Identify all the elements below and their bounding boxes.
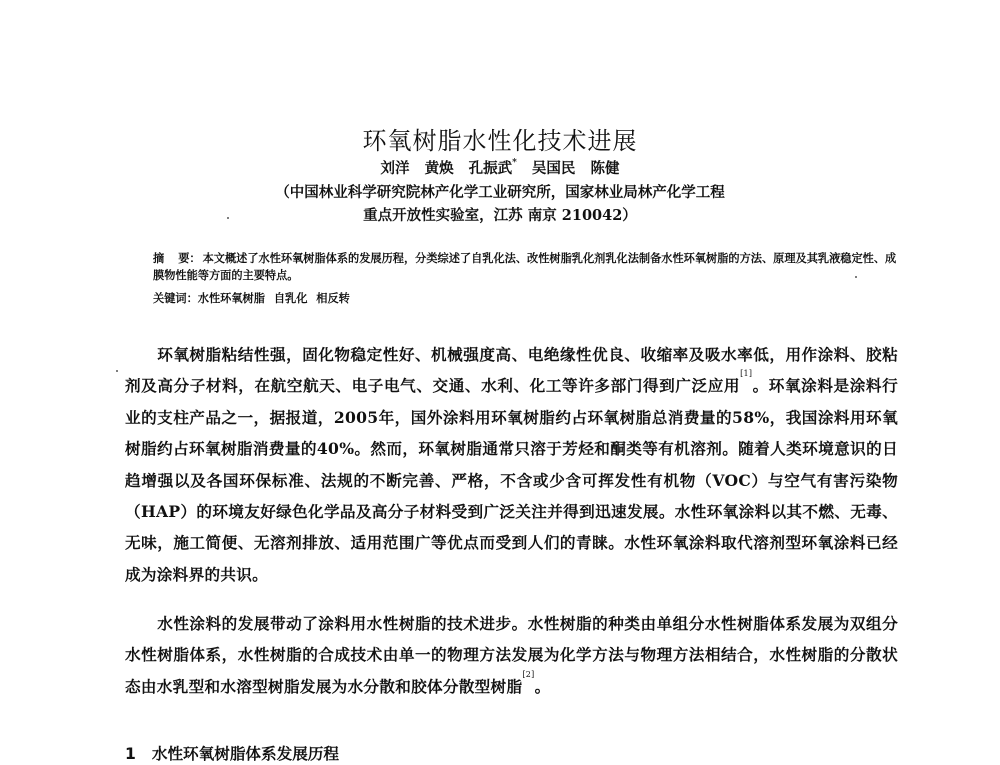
affiliation-line-1: （中国林业科学研究院林产化学工业研究所，国家林业局林产化学工程: [275, 184, 725, 201]
scan-speck: [855, 276, 857, 278]
paper-title: 环氧树脂水性化技术进展: [362, 127, 638, 155]
author-name: 黄焕: [424, 160, 454, 177]
scan-speck: [227, 217, 229, 219]
section-title: 水性环氧树脂体系发展历程: [151, 745, 339, 763]
abstract-label: 摘 要：: [153, 252, 201, 265]
keywords-label: 关键词：: [153, 292, 198, 305]
abstract-text: 本文概述了水性环氧树脂体系的发展历程，分类综述了自乳化法、改性树脂乳化剂乳化法制备水性环氧树脂的方法、原理及其乳液稳定性、成膜物性能等方面的主要特点。: [153, 252, 897, 282]
keyword: 自乳化: [273, 292, 308, 305]
abstract: [153, 250, 898, 284]
author-name: 吴国民: [531, 160, 576, 177]
affiliation-line-2: 重点开放性实验室，江苏 南京 210042）: [363, 207, 637, 224]
section-heading: [125, 743, 339, 765]
body-paragraph-2: 水性涂料的发展带动了涂料用水性树脂的技术进步。水性树脂的种类由单组分水性树脂体系发展为双组分水性树脂体系，水性树脂的合成技术由单一的物理方法发展为化学方法与物理方法相结合，水性树脂的分散状态由水乳型和水溶型树脂发展为水分散和胶体分散型树脂[2]。: [125, 614, 898, 696]
citation-ref: [2]: [522, 669, 535, 679]
corresponding-author-marker: *: [512, 158, 517, 168]
author-name: 孔振武*: [468, 158, 517, 177]
body-paragraph-1: 环氧树脂粘结性强，固化物稳定性好、机械强度高、电绝缘性优良、收缩率及吸水率低，用作涂料、胶粘剂及高分子材料，在航空航天、电子电气、交通、水利、化工等许多部门得到广泛应用[1]。环氧涂料是涂料行业的支柱产品之一，据报道，2005年，国外涂料用环氧树脂约占环氧树脂总消费量的58%，我国涂料用环氧树脂约占环氧树脂消费量的40%。然而，环氧树脂通常只溶于芳烃和酮类等有机溶剂。随着人类环境意识的日趋增强以及各国环保标准、法规的不断完善、严格，不含或少含可挥发性有机物（VOC）与空气有害污染物（HAP）的环境友好绿色化学品及高分子材料受到广泛关注并得到迅速发展。水性环氧涂料以其不燃、无毒、无味，施工简便、无溶剂排放、适用范围广等优点而受到人们的青睐。水性环氧涂料取代溶剂型环氧涂料已经成为涂料界的共识。: [125, 345, 899, 584]
keywords: [153, 290, 350, 307]
keyword: 相反转: [316, 292, 350, 305]
keyword: 水性环氧树脂: [197, 292, 265, 305]
citation-ref: [1]: [740, 369, 753, 379]
scan-speck: [116, 370, 118, 372]
section-number: 1: [125, 745, 136, 763]
author-name: 刘洋: [380, 160, 410, 177]
author-list: [0, 159, 1000, 179]
author-name: 陈健: [590, 160, 620, 177]
